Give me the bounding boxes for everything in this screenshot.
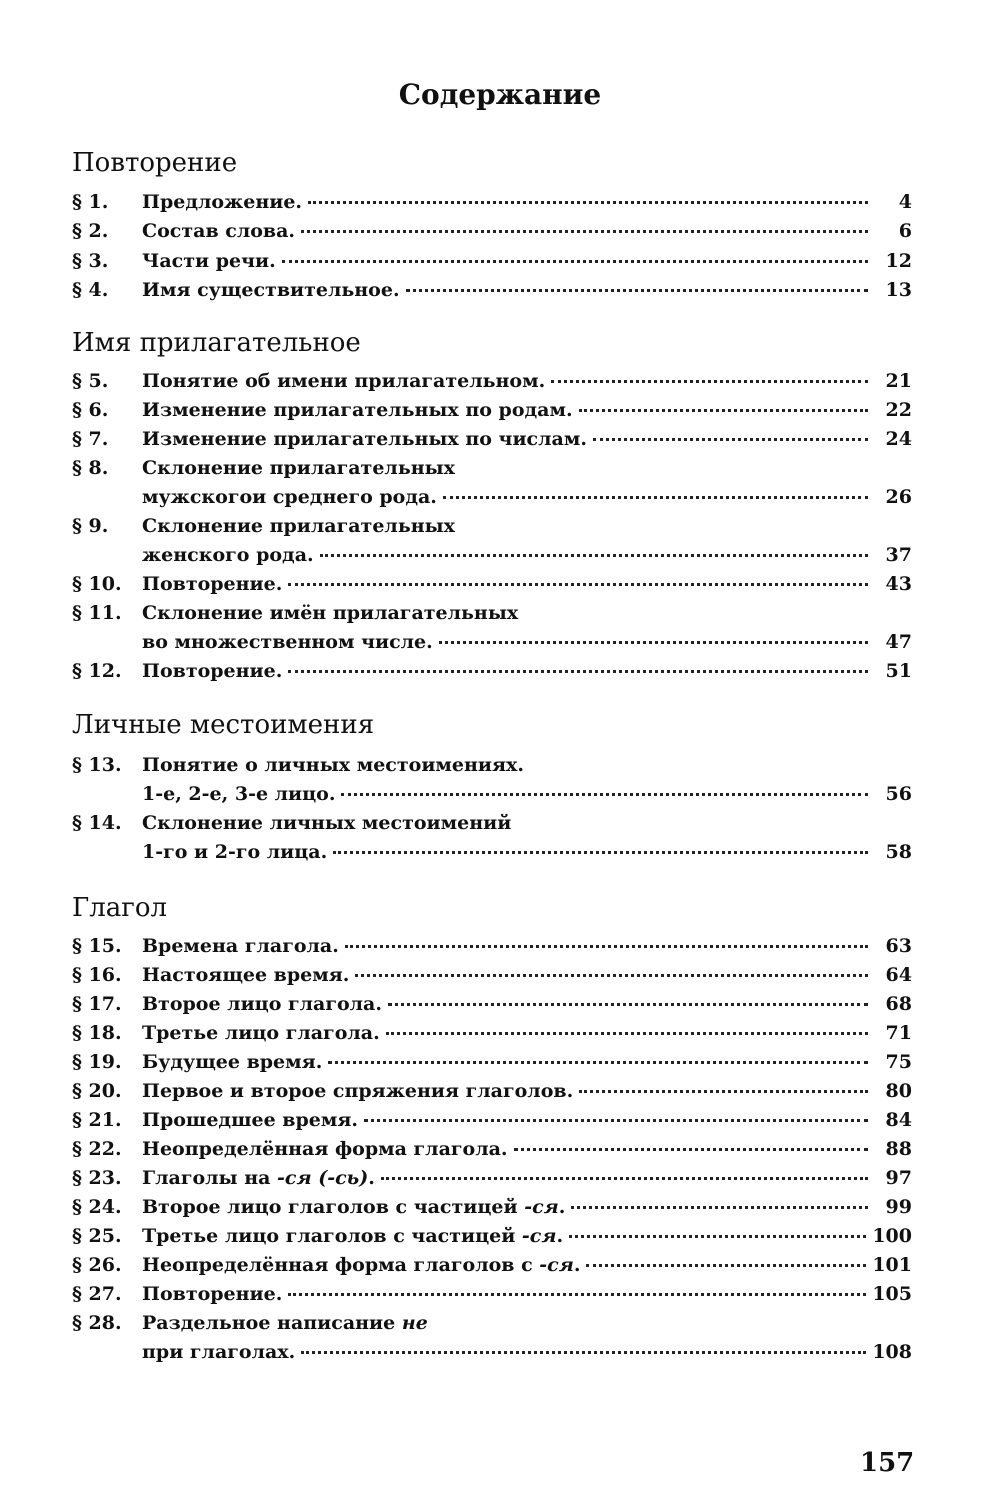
toc-entry[interactable] bbox=[72, 1106, 912, 1135]
toc-entry[interactable] bbox=[72, 809, 912, 863]
entry-title-italic: не bbox=[401, 1312, 428, 1334]
entry-page: 101 bbox=[872, 1254, 912, 1276]
entry-title: Неопределённая форма глаголов с -ся. bbox=[142, 1254, 581, 1276]
entry-title-italic: -ся bbox=[524, 1196, 559, 1218]
toc-entry[interactable] bbox=[72, 1309, 912, 1363]
entry-number: § 12. bbox=[72, 660, 122, 682]
entry-title-italic: -ся bbox=[539, 1254, 574, 1276]
entry-title: при глаголах. bbox=[142, 1341, 296, 1363]
toc-entry[interactable] bbox=[72, 1135, 912, 1164]
entry-number: § 26. bbox=[72, 1254, 122, 1276]
entry-number: § 10. bbox=[72, 573, 122, 595]
entry-title: Понятие об имени прилагательном. bbox=[142, 370, 546, 392]
entry-title-line1: Понятие о личных местоимениях. bbox=[142, 754, 524, 776]
entry-page: 63 bbox=[885, 935, 912, 957]
leader-dots bbox=[386, 1032, 868, 1035]
entry-page: 68 bbox=[885, 993, 912, 1015]
entry-title-line1: Склонение личных местоимений bbox=[142, 812, 512, 834]
entry-title: Состав слова. bbox=[142, 220, 296, 242]
leader-dots bbox=[551, 380, 868, 383]
entry-number: § 18. bbox=[72, 1022, 122, 1044]
entry-number: § 21. bbox=[72, 1109, 122, 1131]
entry-number: § 19. bbox=[72, 1051, 122, 1073]
leader-dots bbox=[333, 851, 868, 854]
entry-title: Третье лицо глаголов с частицей -ся. bbox=[142, 1225, 564, 1247]
entry-title: Изменение прилагательных по числам. bbox=[142, 428, 587, 450]
leader-dots bbox=[288, 583, 868, 586]
entry-title: 1-е, 2-е, 3-е лицо. bbox=[142, 783, 336, 805]
entry-title: женского рода. bbox=[142, 544, 314, 566]
entry-title: Времена глагола. bbox=[142, 935, 339, 957]
entry-title: во множественном числе. bbox=[142, 631, 433, 653]
entry-title: Неопределённая форма глагола. bbox=[142, 1138, 508, 1160]
leader-dots bbox=[341, 793, 868, 796]
entry-page: 58 bbox=[885, 841, 912, 863]
toc-entry[interactable] bbox=[72, 454, 912, 508]
entry-number: § 14. bbox=[72, 812, 122, 834]
toc-entry[interactable] bbox=[72, 1164, 912, 1193]
entry-page: 97 bbox=[885, 1167, 912, 1189]
entry-page: 12 bbox=[885, 250, 912, 272]
entry-page: 47 bbox=[885, 631, 912, 653]
toc-entry[interactable] bbox=[72, 599, 912, 653]
toc-entry[interactable] bbox=[72, 657, 912, 686]
toc-entry[interactable] bbox=[72, 570, 912, 599]
entry-title-italic: -ся (-сь) bbox=[277, 1167, 369, 1189]
entry-title: Будущее время. bbox=[142, 1051, 323, 1073]
entry-page: 71 bbox=[885, 1022, 912, 1044]
leader-dots bbox=[406, 289, 868, 292]
entry-title-line1: Раздельное написание не bbox=[142, 1312, 428, 1334]
leader-dots bbox=[388, 1003, 868, 1006]
toc-entry[interactable] bbox=[72, 217, 912, 246]
entry-number: § 1. bbox=[72, 191, 109, 213]
entry-page: 84 bbox=[885, 1109, 912, 1131]
entry-page: 56 bbox=[885, 783, 912, 805]
entry-title: 1-го и 2-го лица. bbox=[142, 841, 328, 863]
entry-title-line1: Склонение прилагательных bbox=[142, 515, 455, 537]
section-heading: Личные местоимения bbox=[72, 710, 375, 740]
leader-dots bbox=[288, 670, 868, 673]
entry-page: 99 bbox=[885, 1196, 912, 1218]
entry-page: 108 bbox=[872, 1341, 912, 1363]
entry-title: Первое и второе спряжения глаголов. bbox=[142, 1080, 574, 1102]
entry-number: § 4. bbox=[72, 279, 109, 301]
entry-title: Изменение прилагательных по родам. bbox=[142, 399, 573, 421]
entry-number: § 13. bbox=[72, 754, 122, 776]
leader-dots bbox=[381, 1177, 868, 1180]
toc-entry[interactable] bbox=[72, 932, 912, 961]
toc-entry[interactable] bbox=[72, 512, 912, 566]
leader-dots bbox=[320, 554, 868, 557]
leader-dots bbox=[571, 1206, 868, 1209]
entry-title-line1: Склонение прилагательных bbox=[142, 457, 455, 479]
leader-dots bbox=[288, 1293, 866, 1296]
leader-dots bbox=[282, 260, 868, 263]
toc-entry[interactable] bbox=[72, 188, 912, 217]
entry-title: Третье лицо глагола. bbox=[142, 1022, 380, 1044]
entry-title-line1: Склонение имён прилагательных bbox=[142, 602, 519, 624]
entry-number: § 6. bbox=[72, 399, 109, 421]
toc-entry[interactable] bbox=[72, 1251, 912, 1280]
entry-number: § 2. bbox=[72, 220, 109, 242]
entry-number: § 24. bbox=[72, 1196, 122, 1218]
entry-title: Второе лицо глагола. bbox=[142, 993, 382, 1015]
leader-dots bbox=[355, 974, 868, 977]
section-heading: Имя прилагательное bbox=[72, 328, 361, 358]
leader-dots bbox=[345, 945, 868, 948]
toc-entry[interactable] bbox=[72, 1222, 912, 1251]
page-number: 157 bbox=[860, 1448, 915, 1478]
toc-entry[interactable] bbox=[72, 990, 912, 1019]
entry-page: 88 bbox=[885, 1138, 912, 1160]
entry-page: 6 bbox=[898, 220, 912, 242]
entry-title: Повторение. bbox=[142, 573, 283, 595]
leader-dots bbox=[593, 438, 868, 441]
section-heading: Глагол bbox=[72, 893, 168, 923]
entry-page: 37 bbox=[885, 544, 912, 566]
toc-entry[interactable] bbox=[72, 367, 912, 396]
toc-entry[interactable] bbox=[72, 1077, 912, 1106]
leader-dots bbox=[301, 1351, 866, 1354]
leader-dots bbox=[586, 1264, 866, 1267]
entry-number: § 23. bbox=[72, 1167, 122, 1189]
entry-title: Прошедшее время. bbox=[142, 1109, 359, 1131]
entry-title: Второе лицо глаголов с частицей -ся. bbox=[142, 1196, 566, 1218]
entry-number: § 15. bbox=[72, 935, 122, 957]
entry-title: Повторение. bbox=[142, 660, 283, 682]
entry-title: Предложение. bbox=[142, 191, 303, 213]
toc-entry[interactable] bbox=[72, 396, 912, 425]
toc-entry[interactable] bbox=[72, 1019, 912, 1048]
toc-entry[interactable] bbox=[72, 1193, 912, 1222]
entry-page: 24 bbox=[885, 428, 912, 450]
entry-number: § 25. bbox=[72, 1225, 122, 1247]
toc-entry[interactable] bbox=[72, 276, 912, 305]
entry-number: § 11. bbox=[72, 602, 122, 624]
entry-number: § 28. bbox=[72, 1312, 122, 1334]
entry-title: Имя существительное. bbox=[142, 279, 400, 301]
leader-dots bbox=[579, 409, 868, 412]
entry-title: Повторение. bbox=[142, 1283, 283, 1305]
leader-dots bbox=[439, 641, 868, 644]
entry-number: § 22. bbox=[72, 1138, 122, 1160]
entry-page: 13 bbox=[885, 279, 912, 301]
leader-dots bbox=[569, 1235, 866, 1238]
entry-number: § 5. bbox=[72, 370, 109, 392]
toc-entry[interactable] bbox=[72, 1280, 912, 1309]
entry-title-italic: -ся bbox=[521, 1225, 557, 1247]
toc-entry[interactable] bbox=[72, 751, 912, 805]
entry-page: 80 bbox=[885, 1080, 912, 1102]
page-title: Содержание bbox=[398, 78, 602, 111]
leader-dots bbox=[328, 1061, 868, 1064]
entry-page: 21 bbox=[885, 370, 912, 392]
entry-number: § 3. bbox=[72, 250, 109, 272]
toc-entry[interactable] bbox=[72, 425, 912, 454]
leader-dots bbox=[301, 230, 868, 233]
entry-title: мужскогои среднего рода. bbox=[142, 486, 437, 508]
entry-page: 75 bbox=[885, 1051, 912, 1073]
entry-page: 26 bbox=[885, 486, 912, 508]
entry-title: Настоящее время. bbox=[142, 964, 350, 986]
entry-number: § 20. bbox=[72, 1080, 122, 1102]
entry-number: § 8. bbox=[72, 457, 109, 479]
entry-number: § 17. bbox=[72, 993, 122, 1015]
entry-page: 22 bbox=[885, 399, 912, 421]
leader-dots bbox=[514, 1148, 868, 1151]
entry-number: § 16. bbox=[72, 964, 122, 986]
leader-dots bbox=[579, 1090, 868, 1093]
entry-number: § 27. bbox=[72, 1283, 122, 1305]
entry-number: § 7. bbox=[72, 428, 109, 450]
entry-title: Глаголы на -ся (-сь). bbox=[142, 1167, 375, 1189]
entry-number: § 9. bbox=[72, 515, 109, 537]
section-heading: Повторение bbox=[72, 148, 238, 178]
leader-dots bbox=[443, 496, 868, 499]
entry-page: 100 bbox=[872, 1225, 912, 1247]
entry-page: 105 bbox=[872, 1283, 912, 1305]
leader-dots bbox=[308, 201, 868, 204]
toc-entry[interactable] bbox=[72, 1048, 912, 1077]
entry-page: 64 bbox=[885, 964, 912, 986]
toc-entry[interactable] bbox=[72, 961, 912, 990]
entry-page: 4 bbox=[898, 191, 912, 213]
entry-title: Части речи. bbox=[142, 250, 276, 272]
entry-page: 43 bbox=[885, 573, 912, 595]
toc-entry[interactable] bbox=[72, 247, 912, 276]
entry-page: 51 bbox=[885, 660, 912, 682]
leader-dots bbox=[364, 1119, 868, 1122]
